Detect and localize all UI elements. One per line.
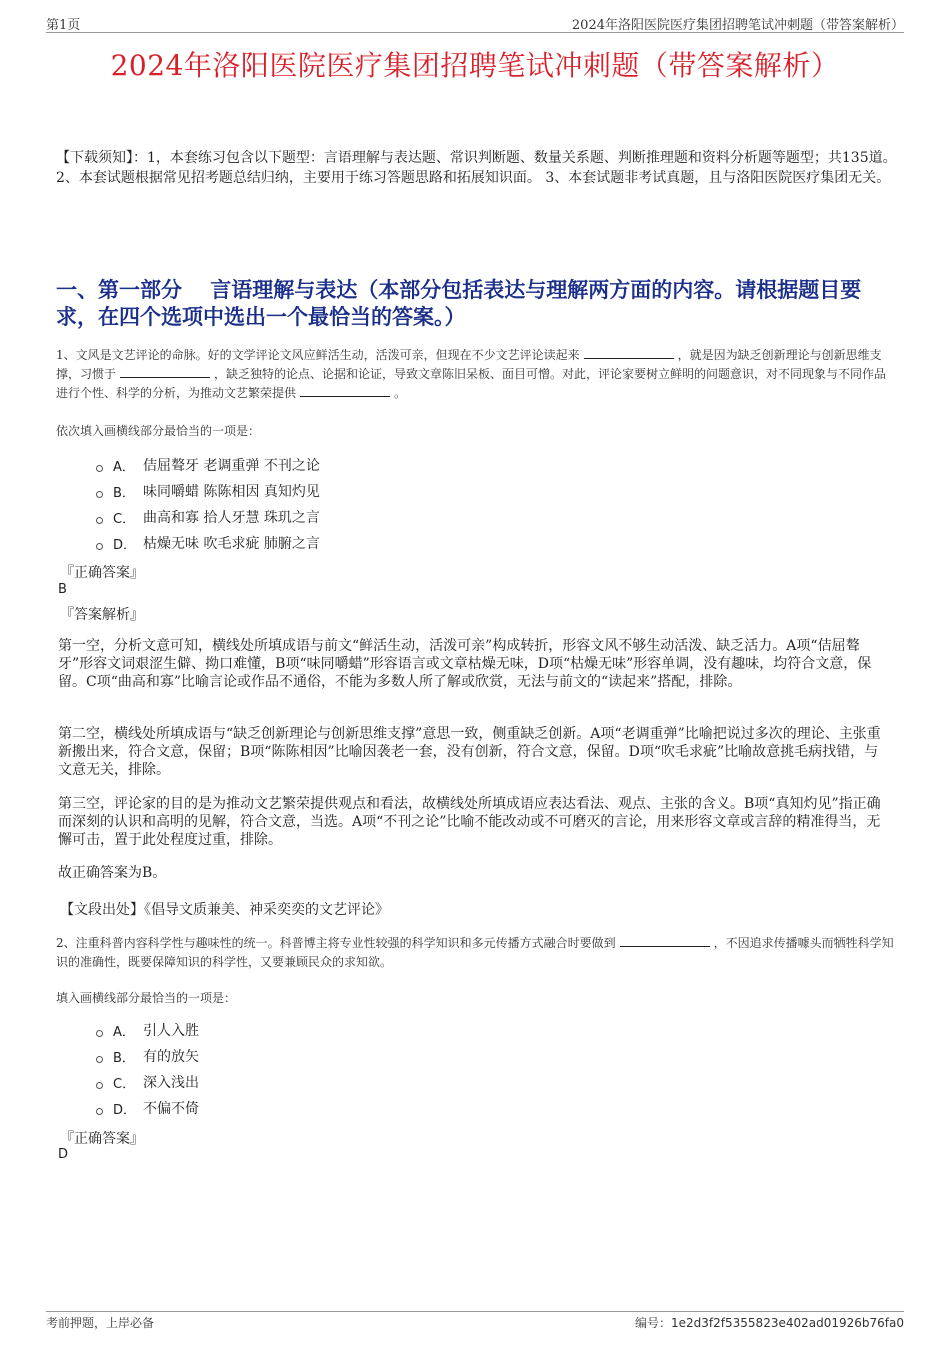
- radio-icon[interactable]: [96, 491, 103, 498]
- radio-icon[interactable]: [96, 1108, 103, 1115]
- answer-value: D: [58, 1147, 69, 1162]
- answer-label: 『正确答案』: [60, 565, 144, 581]
- answer-value: B: [58, 582, 67, 597]
- question-2-options: [96, 1017, 199, 1121]
- blank-line: [120, 366, 210, 378]
- option-c[interactable]: C． 曲高和寡 拾人牙慧 珠玑之言: [96, 504, 320, 530]
- radio-icon[interactable]: [96, 465, 103, 472]
- analysis-conclusion: 故正确答案为B。: [58, 865, 167, 881]
- question-2-text: 2、注重科普内容科学性与趣味性的统一。科普博主将专业性较强的科学知识和多元传播方式融合时要做到 ，不因追求传播噱头而牺牲科学知识的准确性，既要保障知识的科学性，又要兼顾民众的求知欲。: [56, 936, 894, 969]
- header-doc-title: 2024年洛阳医院医疗集团招聘笔试冲刺题（带答案解析）: [571, 18, 904, 33]
- page-title: 2024年洛阳医院医疗集团招聘笔试冲刺题（带答案解析）: [110, 49, 840, 82]
- analysis-label: 『答案解析』: [60, 607, 144, 623]
- question-1-text: 1、文风是文艺评论的命脉。好的文学评论文风应鲜活生动，活泼可亲，但现在不少文艺评论读起来 ，就是因为缺乏创新理论与创新思维支撑，习惯于 ，缺乏独特的论点、论据和论证，导致文章陈旧呆板、面目可憎。对此，评论家要树立鲜明的问题意识，对不同现象与不同作品进行个性、科学的分析，为推动文艺繁荣提供 。: [56, 348, 887, 400]
- question-2-prompt: 填入画横线部分最恰当的一项是：: [56, 991, 237, 1005]
- option-a[interactable]: A． 引人入胜: [96, 1017, 199, 1043]
- analysis-paragraph: 第一空，分析文意可知，横线处所填成语与前文“鲜活生动，活泼可亲”构成转折，形容文风不够生动活泼、缺乏活力。A项“佶屈聱牙”形容文词艰涩生僻、拗口难懂，B项“味同嚼蜡”形容语言或文章枯燥无味，D项“枯燥无味”形容单调，没有趣味，均符合文意，保留。C项“曲高和寡”比喻言论或作品不通俗，不能为多数人所了解或欣赏，无法与前文的“读起来”搭配，排除。: [58, 638, 872, 690]
- answer-label: 『正确答案』: [60, 1131, 144, 1147]
- radio-icon[interactable]: [96, 543, 103, 550]
- footer-code: 编号：1e2d3f2f5355823e402ad01926b76fa0: [635, 1316, 904, 1330]
- option-c[interactable]: C． 深入浅出: [96, 1069, 199, 1095]
- analysis-paragraph: 第二空，横线处所填成语与“缺乏创新理论与创新思维支撑”意思一致，侧重缺乏创新。A项“老调重弹”比喻把说过多次的理论、主张重新搬出来，符合文意，保留；B项“陈陈相因”比喻因袭老一套，没有创新，符合文意，保留。D项“吹毛求疵”比喻故意挑毛病找错，与文意无关，排除。: [58, 726, 881, 778]
- page-number: 第1页: [46, 18, 81, 33]
- section-heading: 一、第一部分 言语理解与表达（本部分包括表达与理解两方面的内容。请根据题目要求，在四个选项中选出一个最恰当的答案。）: [56, 277, 862, 329]
- option-b[interactable]: B． 有的放矢: [96, 1043, 199, 1069]
- header-divider: [46, 32, 904, 33]
- blank-line: [620, 935, 710, 947]
- footer-slogan: 考前押题，上岸必备: [46, 1316, 155, 1330]
- passage-source: 【文段出处】《倡导文质兼美、神采奕奕的文艺评论》: [60, 902, 389, 918]
- question-1-prompt: 依次填入画横线部分最恰当的一项是：: [56, 424, 261, 438]
- radio-icon[interactable]: [96, 517, 103, 524]
- radio-icon[interactable]: [96, 1056, 103, 1063]
- option-a[interactable]: A． 佶屈聱牙 老调重弹 不刊之论: [96, 452, 320, 478]
- footer-divider: [46, 1311, 904, 1312]
- blank-line: [300, 385, 390, 397]
- question-1-options: [96, 452, 320, 556]
- analysis-paragraph: 第三空，评论家的目的是为推动文艺繁荣提供观点和看法，故横线处所填成语应表达看法、观点、主张的含义。B项“真知灼见”指正确而深刻的认识和高明的见解，符合文意，当选。A项“不刊之论”比喻不能改动或不可磨灭的言论，用来形容文章或言辞的精准得当，无懈可击，置于此处程度过重，排除。: [58, 796, 881, 848]
- blank-line: [584, 347, 674, 359]
- option-d[interactable]: D． 不偏不倚: [96, 1095, 199, 1121]
- radio-icon[interactable]: [96, 1082, 103, 1089]
- option-b[interactable]: B． 味同嚼蜡 陈陈相因 真知灼见: [96, 478, 320, 504]
- radio-icon[interactable]: [96, 1030, 103, 1037]
- option-d[interactable]: D． 枯燥无味 吹毛求疵 肺腑之言: [96, 530, 320, 556]
- download-notice: 【下载须知】：1，本套练习包含以下题型：言语理解与表达题、常识判断题、数量关系题、判断推理题和资料分析题等题型；共135道。 2、本套试题根据常见招考题总结归纳，主要用于练习答题思路和拓展知识面。 3、本套试题非考试真题，且与洛阳医院医疗集团无关。: [56, 150, 897, 186]
